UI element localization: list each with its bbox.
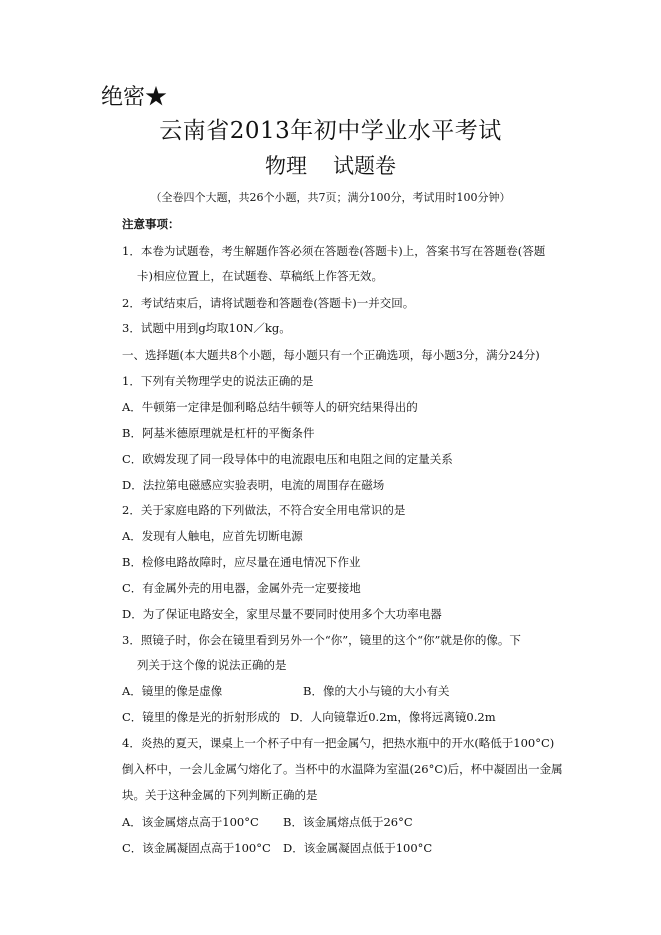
question-3-option-b: B．像的大小与镜的大小有关 <box>303 684 450 698</box>
question-2-option-b: B．检修电路故障时，应尽量在通电情况下作业 <box>122 555 361 569</box>
question-4-stem-cont-2: 块。关于这种金属的下列判断正确的是 <box>122 788 318 802</box>
question-3-option-d: D．人向镜靠近0.2m，像将远离镜0.2m <box>290 710 496 724</box>
question-1-option-c: C．欧姆发现了同一段导体中的电流跟电压和电阻之间的定量关系 <box>122 452 453 466</box>
question-3-stem: 3．照镜子时，你会在镜里看到另外一个“你”，镜里的这个“你”就是你的像。下 <box>122 633 521 647</box>
question-3-option-a: A．镜里的像是虚像 <box>122 684 223 698</box>
question-2-stem: 2．关于家庭电路的下列做法，不符合安全用电常识的是 <box>122 503 406 517</box>
question-4-option-b: B．该金属熔点低于26°C <box>283 815 413 829</box>
question-1-stem: 1．下列有关物理学史的说法正确的是 <box>122 374 314 388</box>
notice-item-1: 1．本卷为试题卷，考生解题作答必须在答题卷(答题卡)上，答案书写在答题卷(答题 <box>122 244 546 258</box>
question-2-option-c: C．有金属外壳的用电器，金属外壳一定要接地 <box>122 581 361 595</box>
question-4-option-d: D．该金属凝固点低于100°C <box>283 841 433 855</box>
question-1-option-a: A．牛顿第一定律是伽利略总结牛顿等人的研究结果得出的 <box>122 400 418 414</box>
exam-subtitle: （全卷四个大题，共26个小题，共7页；满分100分，考试用时100分钟） <box>150 191 511 204</box>
classification-mark: 绝密★ <box>101 85 168 110</box>
notice-item-1-cont: 卡)相应位置上，在试题卷、草稿纸上作答无效。 <box>137 269 383 283</box>
paper-title <box>0 152 661 180</box>
question-3-stem-cont: 列关于这个像的说法正确的是 <box>137 658 287 672</box>
question-1-option-d: D．法拉第电磁感应实验表明，电流的周围存在磁场 <box>122 478 385 492</box>
question-3-option-c: C．镜里的像是光的折射形成的 <box>122 710 281 724</box>
paper-type: 试题卷 <box>333 154 396 178</box>
notice-heading: 注意事项： <box>122 217 180 231</box>
question-4-stem-cont-1: 倒入杯中，一会儿金属勺熔化了。当杯中的水温降为室温(26°C)后，杯中凝固出一金属 <box>122 762 563 776</box>
notice-item-3: 3．试题中用到g均取10N／kg。 <box>122 321 291 335</box>
exam-title: 云南省2013年初中学业水平考试 <box>159 118 502 144</box>
question-4-stem: 4．炎热的夏天，课桌上一个杯子中有一把金属勺，把热水瓶中的开水(略低于100°C) <box>122 736 555 750</box>
question-4-option-a: A．该金属熔点高于100°C <box>122 815 259 829</box>
subject-name: 物理 <box>265 154 307 178</box>
question-1-option-b: B．阿基米德原理就是杠杆的平衡条件 <box>122 426 315 440</box>
section-heading: 一、选择题(本大题共8个小题，每小题只有一个正确选项，每小题3分，满分24分) <box>122 348 540 362</box>
question-4-option-c: C．该金属凝固点高于100°C <box>122 841 271 855</box>
question-2-option-d: D．为了保证电路安全，家里尽量不要同时使用多个大功率电器 <box>122 607 442 621</box>
question-2-option-a: A．发现有人触电，应首先切断电源 <box>122 529 303 543</box>
notice-item-2: 2．考试结束后，请将试题卷和答题卷(答题卡)一并交回。 <box>122 296 415 310</box>
